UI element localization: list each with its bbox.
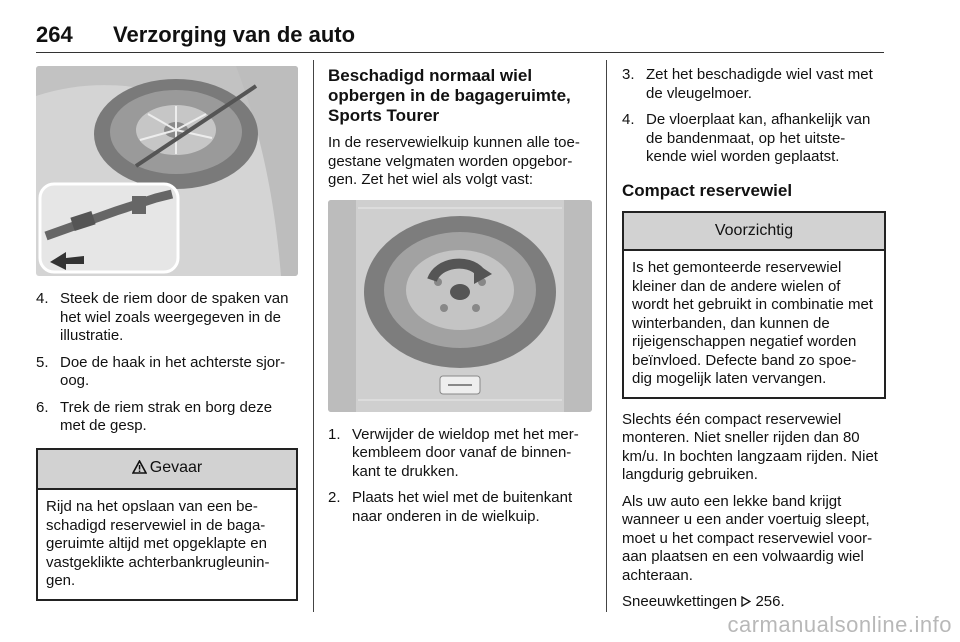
watermark: carmanualsonline.info	[727, 612, 952, 637]
list-item: 3. Zet het beschadigde wiel vast met de vleugelmoer.	[622, 66, 873, 102]
section-heading-compact-spare: Compact reservewiel	[622, 180, 793, 200]
compact-spare-paragraph: Slechts één compact reservewiel monteren. Niet sneller rijden dan 80 km/u. In bochten langzaam rijden. Niet langdurig gebruiken.	[622, 410, 878, 483]
intro-paragraph: In de reservewielkuip kunnen alle toe-gestane velgmaten worden opgebor-gen. Zet het wiel als volgt vast:	[328, 134, 580, 188]
left-column	[36, 66, 298, 601]
page-number: 264	[36, 22, 73, 47]
towing-paragraph: Als uw auto een lekke band krijgt wanneer u een ander voertuig sleept, moet u het compact reservewiel voor-aan plaatsen en een volwaardig wiel achteraan.	[622, 492, 873, 584]
wheel-well-illustration	[328, 200, 592, 412]
danger-text: Rijd na het opslaan van een be-schadigd reservewiel in de baga-geruimte altijd met opgeklapte en vastgeklikte achterbankrugleunin-gen.	[46, 498, 270, 589]
list-item: 1. Verwijder de wieldop met het mer-kembleem door vanaf de binnen-kant te drukken.	[328, 425, 579, 480]
middle-column	[328, 66, 592, 534]
warning-triangle-icon	[132, 460, 147, 480]
right-steps-list	[622, 66, 886, 167]
middle-steps-list	[328, 426, 592, 527]
page-title: Verzorging van de auto	[113, 22, 356, 47]
caution-text: Is het gemonteerde reservewiel kleiner dan de andere wielen of wordt het gebruikt in combinatie met winterbanden, dan kunnen de rijeigenschappen negatief worden beïnvloed. Defecte band zo spoe-dig mogelijk laten vervangen.	[632, 259, 873, 387]
list-item: 4. Steek de riem door de spaken van het wiel zoals weergegeven in de illustratie.	[36, 290, 289, 344]
right-column	[622, 66, 886, 621]
list-item: 5. Doe de haak in het achterste sjor-oog.	[36, 353, 286, 389]
caution-title: Voorzichtig	[624, 213, 884, 252]
snow-chains-label: Sneeuwkettingen	[622, 593, 738, 610]
danger-box	[36, 448, 298, 601]
snow-chains-reference	[622, 593, 886, 613]
trunk-spare-wheel-strap-illustration	[36, 66, 298, 276]
list-item: 2. Plaats het wiel met de buitenkant naar onderen in de wielkuip.	[328, 489, 573, 525]
left-steps-list	[36, 290, 298, 436]
list-item: 4. De vloerplaat kan, afhankelijk van de bandenmaat, op het uitste-kende wiel worden geplaatst.	[622, 111, 871, 165]
danger-title: Gevaar	[149, 458, 203, 476]
danger-box-header	[38, 450, 296, 491]
page-reference-arrow-icon	[741, 594, 751, 613]
caution-box	[622, 211, 886, 399]
column-divider-right	[606, 60, 607, 612]
snow-chains-page: 256.	[755, 593, 785, 610]
list-item: 6. Trek de riem strak en borg deze met de gesp.	[36, 398, 273, 434]
header-rule	[36, 52, 884, 53]
column-divider-left	[313, 60, 314, 612]
section-heading-damaged-wheel: Beschadigd normaal wiel opbergen in de bagageruimte, Sports Tourer	[328, 66, 571, 125]
